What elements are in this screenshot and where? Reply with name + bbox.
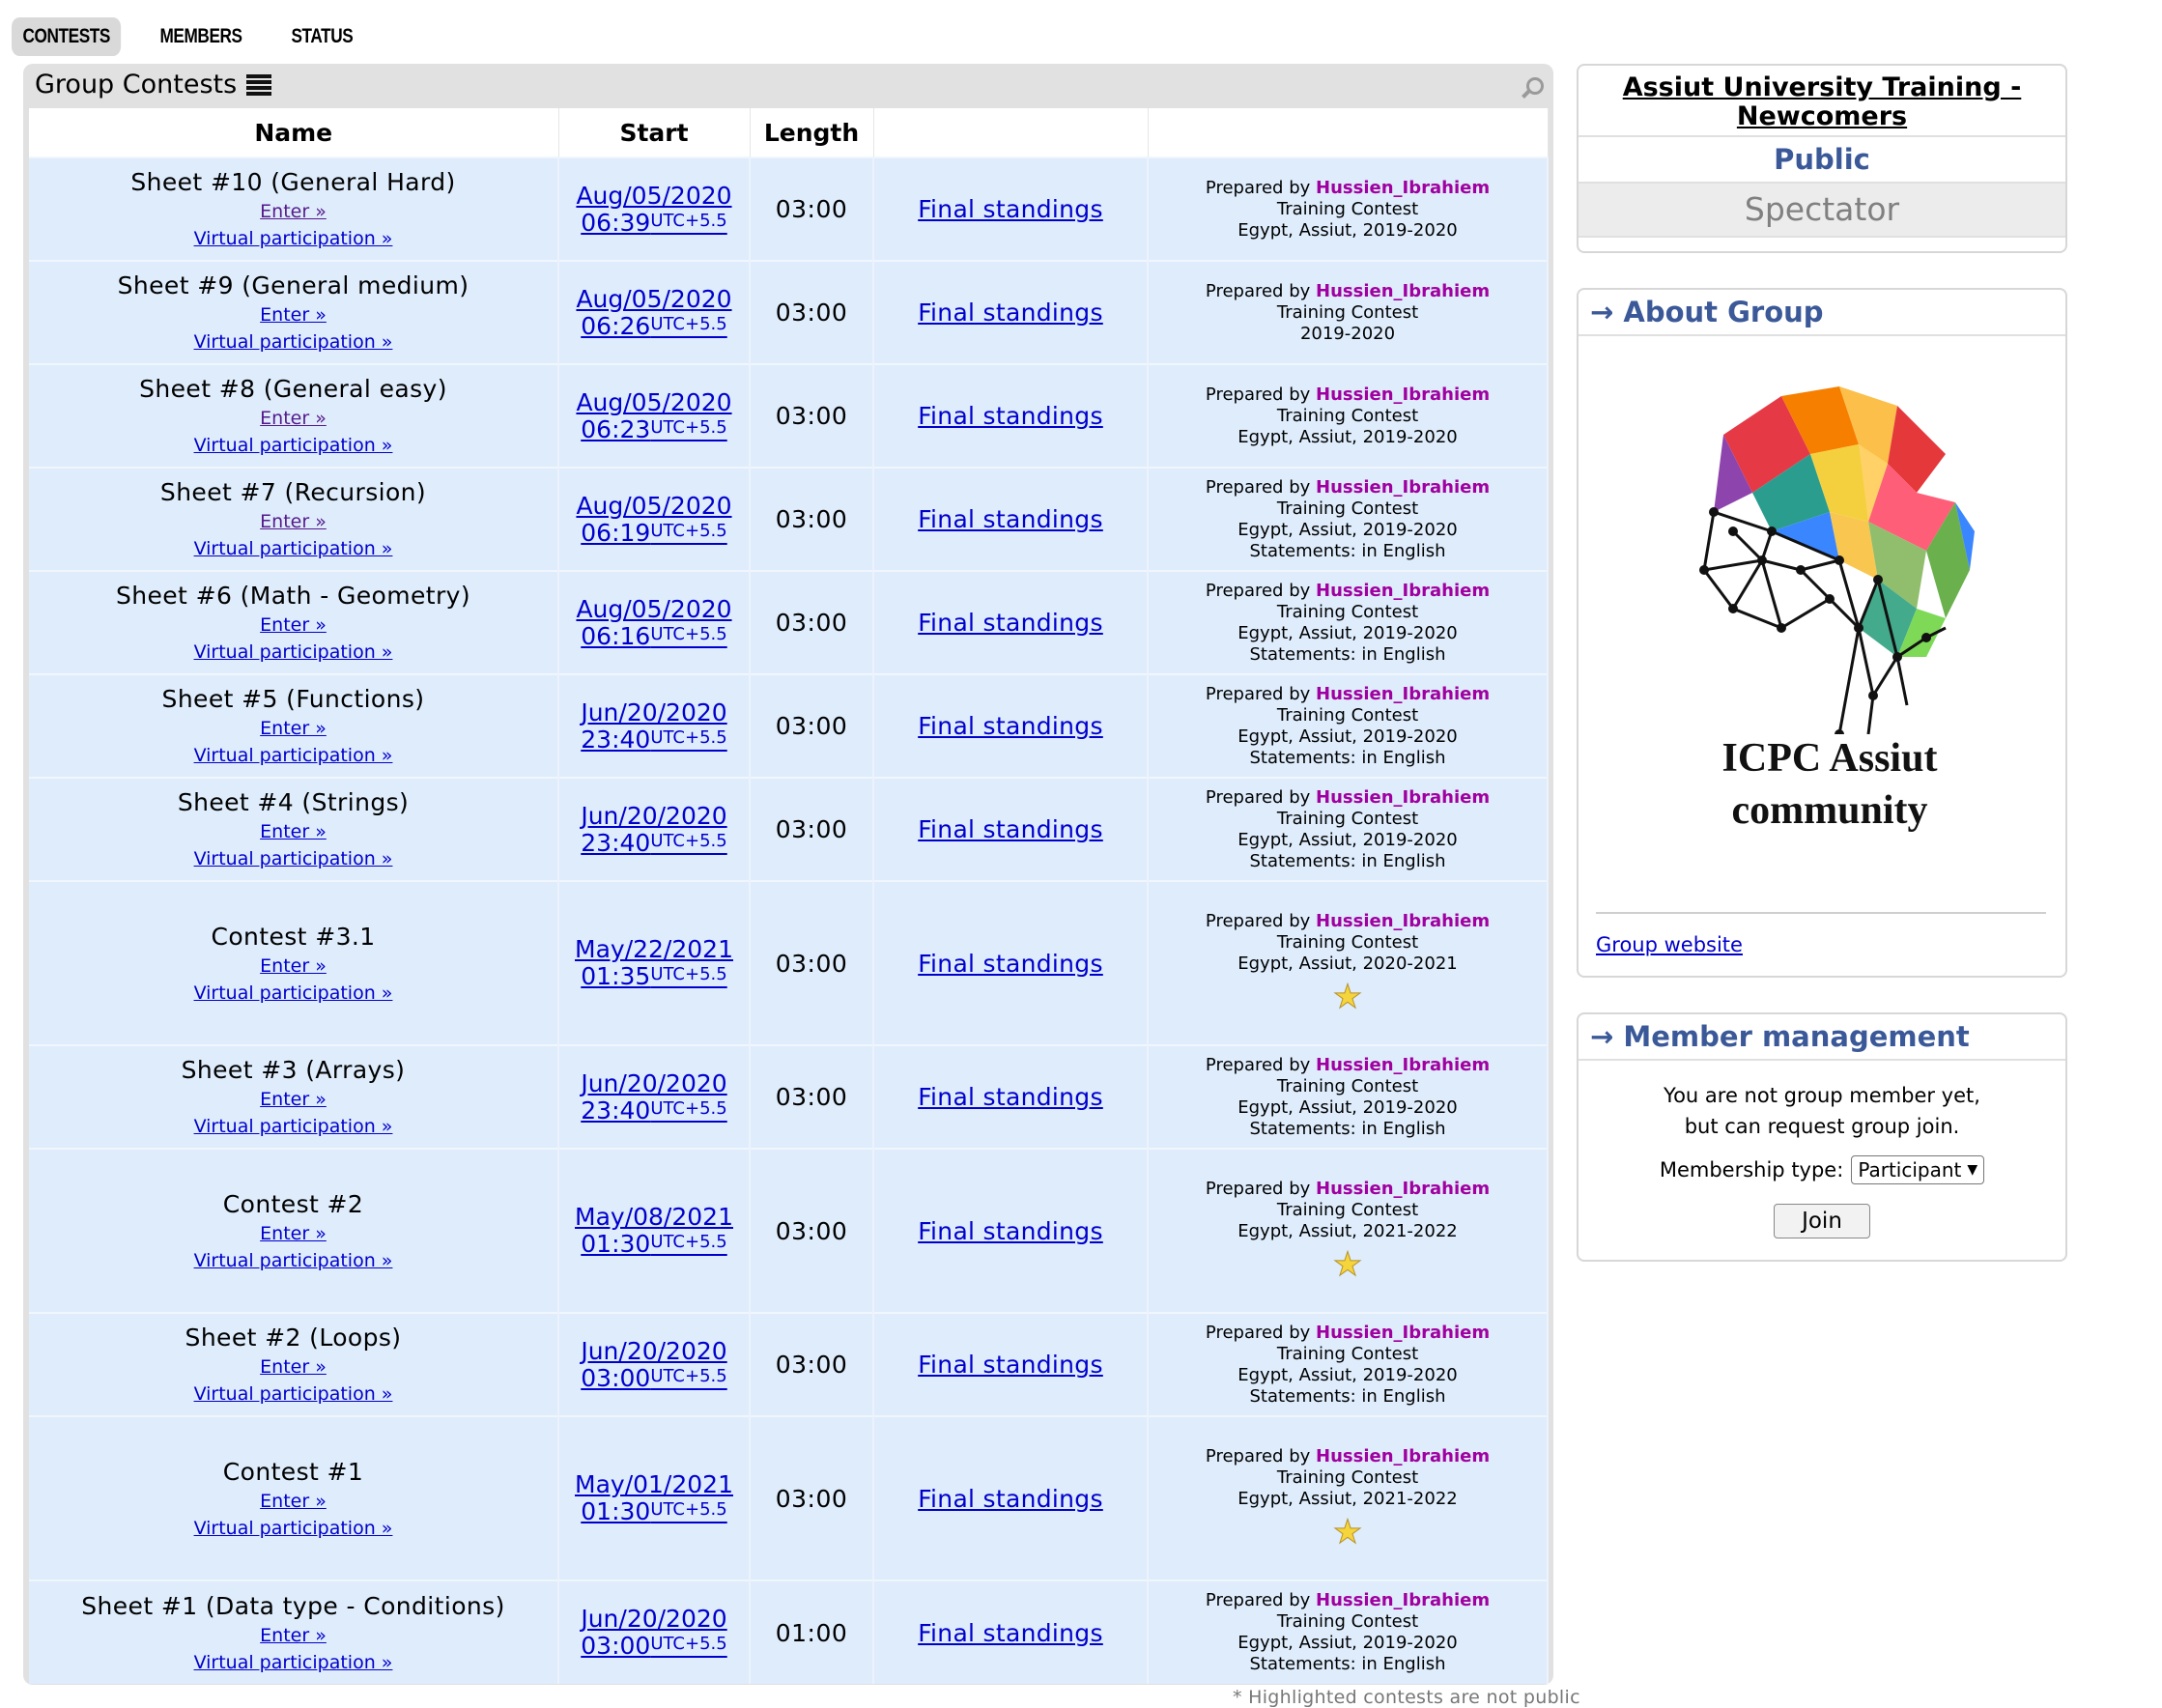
member-management-box xyxy=(1577,1012,2067,1262)
final-standings-link[interactable]: Final standings xyxy=(918,949,1103,978)
author-link[interactable]: Hussien_Ibrahiem xyxy=(1316,1590,1491,1610)
contest-length: 03:00 xyxy=(750,157,873,261)
timezone: UTC+5.5 xyxy=(650,964,727,984)
standings-cell xyxy=(873,1580,1148,1684)
start-date: Aug/05/2020 xyxy=(576,181,732,210)
final-standings-link[interactable]: Final standings xyxy=(918,299,1103,327)
star-icon: ★ xyxy=(1332,1245,1363,1284)
contest-start-cell xyxy=(558,261,750,364)
start-time: 06:23 xyxy=(581,414,651,443)
tab-status[interactable]: STATUS xyxy=(291,25,354,47)
timezone: UTC+5.5 xyxy=(650,1499,727,1520)
contest-start-link[interactable] xyxy=(581,698,726,754)
final-standings-link[interactable]: Final standings xyxy=(918,815,1103,843)
start-time: 23:40 xyxy=(581,1096,651,1124)
timezone: UTC+5.5 xyxy=(650,726,727,748)
final-standings-link[interactable]: Final standings xyxy=(918,1216,1103,1245)
contest-region: Egypt, Assiut, 2019-2020 xyxy=(1237,1633,1458,1653)
timezone: UTC+5.5 xyxy=(650,830,727,851)
panel-header xyxy=(35,70,271,100)
contest-statements: Statements: in English xyxy=(1249,747,1446,768)
contest-length: 03:00 xyxy=(750,674,873,778)
contest-start-cell xyxy=(558,1313,750,1416)
contest-start-link[interactable] xyxy=(576,492,731,547)
prepared-by-label: Prepared by xyxy=(1205,683,1311,704)
divider xyxy=(1596,912,2046,914)
virtual-participation-link[interactable]: Virtual participation » xyxy=(193,848,393,869)
final-standings-link[interactable]: Final standings xyxy=(918,505,1103,533)
virtual-participation-link[interactable]: Virtual participation » xyxy=(193,1383,393,1405)
start-time: 06:26 xyxy=(581,311,651,340)
enter-link[interactable]: Enter » xyxy=(260,1222,327,1244)
contest-region: Egypt, Assiut, 2021-2022 xyxy=(1237,1489,1458,1509)
join-button[interactable]: Join xyxy=(1774,1204,1870,1238)
author-link[interactable]: Hussien_Ibrahiem xyxy=(1316,476,1491,498)
table-row xyxy=(29,1149,1548,1313)
about-group-title: → About Group xyxy=(1579,290,2065,336)
standings-cell xyxy=(873,674,1148,778)
contest-type: Training Contest xyxy=(1276,1200,1419,1220)
start-date: Jun/20/2020 xyxy=(581,1068,727,1097)
table-row xyxy=(29,1045,1548,1149)
start-date: Jun/20/2020 xyxy=(581,697,727,726)
logo-line-2: community xyxy=(1731,788,1928,833)
final-standings-link[interactable]: Final standings xyxy=(918,1484,1103,1513)
contest-type: Training Contest xyxy=(1276,808,1419,829)
contest-name-cell xyxy=(29,674,558,778)
enter-link[interactable]: Enter » xyxy=(260,614,327,636)
final-standings-link[interactable]: Final standings xyxy=(918,402,1103,430)
virtual-participation-link[interactable]: Virtual participation » xyxy=(193,982,393,1004)
final-standings-link[interactable]: Final standings xyxy=(918,195,1103,223)
contest-length: 03:00 xyxy=(750,1313,873,1416)
contest-region: Egypt, Assiut, 2019-2020 xyxy=(1237,622,1458,643)
contest-start-cell xyxy=(558,1416,750,1580)
author-link[interactable]: Hussien_Ibrahiem xyxy=(1316,580,1491,601)
contest-type: Training Contest xyxy=(1276,198,1419,219)
group-logo xyxy=(1636,367,2023,833)
contest-start-cell xyxy=(558,1580,750,1684)
virtual-participation-link[interactable]: Virtual participation » xyxy=(193,1651,393,1673)
contest-info-cell xyxy=(1148,1149,1548,1313)
author-link[interactable]: Hussien_Ibrahiem xyxy=(1316,1054,1491,1075)
contest-name-cell xyxy=(29,364,558,468)
contest-start-link[interactable] xyxy=(575,935,733,990)
contest-name-cell xyxy=(29,261,558,364)
author-link[interactable]: Hussien_Ibrahiem xyxy=(1316,1446,1491,1466)
contest-name-cell xyxy=(29,1580,558,1684)
table-row xyxy=(29,881,1548,1045)
standings-cell xyxy=(873,468,1148,571)
enter-link[interactable]: Enter » xyxy=(260,1490,327,1512)
timezone: UTC+5.5 xyxy=(650,1365,727,1386)
start-time: 03:00 xyxy=(581,1632,651,1660)
contest-length: 03:00 xyxy=(750,571,873,674)
contest-name-cell xyxy=(29,1045,558,1149)
contest-info-cell xyxy=(1148,364,1548,468)
enter-link[interactable]: Enter » xyxy=(260,304,327,326)
contest-statements: Statements: in English xyxy=(1249,1385,1446,1407)
final-standings-link[interactable]: Final standings xyxy=(918,1618,1103,1647)
timezone: UTC+5.5 xyxy=(650,313,727,334)
membership-type-value: Participant xyxy=(1858,1158,1962,1181)
contest-info-cell xyxy=(1148,778,1548,881)
contest-type: Training Contest xyxy=(1276,1075,1419,1096)
column-header-length: Length xyxy=(750,108,873,157)
contest-name: Sheet #8 (General easy) xyxy=(139,375,447,403)
author-link[interactable]: Hussien_Ibrahiem xyxy=(1316,1322,1491,1343)
contest-info-cell xyxy=(1148,571,1548,674)
contest-type: Training Contest xyxy=(1276,1467,1419,1488)
contest-name-cell xyxy=(29,778,558,881)
contest-length: 03:00 xyxy=(750,778,873,881)
brain-logo-icon xyxy=(1636,367,2023,734)
start-date: May/08/2021 xyxy=(575,1203,733,1231)
enter-link[interactable]: Enter » xyxy=(260,511,327,532)
enter-link[interactable]: Enter » xyxy=(260,408,327,429)
prepared-by-label: Prepared by xyxy=(1205,1322,1311,1343)
standings-cell xyxy=(873,1416,1148,1580)
tab-contests[interactable]: CONTESTS xyxy=(12,17,121,56)
virtual-participation-link[interactable]: Virtual participation » xyxy=(193,745,393,766)
contest-region: Egypt, Assiut, 2019-2020 xyxy=(1237,219,1458,241)
contest-name-cell xyxy=(29,1416,558,1580)
author-link[interactable]: Hussien_Ibrahiem xyxy=(1316,911,1491,931)
contest-name: Sheet #5 (Functions) xyxy=(161,685,425,713)
contest-region: Egypt, Assiut, 2019-2020 xyxy=(1237,829,1458,850)
contest-type: Training Contest xyxy=(1276,601,1419,622)
contest-name: Sheet #2 (Loops) xyxy=(185,1324,402,1352)
contest-info-cell xyxy=(1148,157,1548,261)
table-row xyxy=(29,364,1548,468)
contest-name: Sheet #10 (General Hard) xyxy=(130,168,456,196)
final-standings-link[interactable]: Final standings xyxy=(918,712,1103,740)
contest-start-link[interactable] xyxy=(576,595,731,650)
contest-name: Sheet #1 (Data type - Conditions) xyxy=(81,1591,505,1620)
timezone: UTC+5.5 xyxy=(650,416,727,438)
contest-info-cell xyxy=(1148,1416,1548,1580)
enter-link[interactable]: Enter » xyxy=(260,201,327,222)
start-date: Aug/05/2020 xyxy=(576,387,732,416)
contest-region: Egypt, Assiut, 2021-2022 xyxy=(1237,1221,1458,1241)
contest-length: 03:00 xyxy=(750,468,873,571)
table-row xyxy=(29,1580,1548,1684)
table-row xyxy=(29,571,1548,674)
contest-type: Training Contest xyxy=(1276,405,1419,426)
virtual-participation-link[interactable]: Virtual participation » xyxy=(193,538,393,559)
contest-type: Training Contest xyxy=(1276,1611,1419,1632)
contest-region: Egypt, Assiut, 2019-2020 xyxy=(1237,426,1458,447)
panel-title: Group Contests xyxy=(35,70,238,100)
contest-name: Sheet #9 (General medium) xyxy=(117,271,469,299)
start-time: 23:40 xyxy=(581,828,651,857)
prepared-by-label: Prepared by xyxy=(1205,384,1311,405)
contest-region: Egypt, Assiut, 2019-2020 xyxy=(1237,1364,1458,1385)
contest-statements: Statements: in English xyxy=(1249,643,1446,665)
timezone: UTC+5.5 xyxy=(650,623,727,644)
contest-info-cell xyxy=(1148,1313,1548,1416)
table-row xyxy=(29,778,1548,881)
membership-message-line-2: but can request group join. xyxy=(1684,1115,1960,1138)
contest-name-cell xyxy=(29,468,558,571)
table-header-row xyxy=(29,108,1548,157)
contest-name: Sheet #4 (Strings) xyxy=(177,788,410,816)
contest-info-cell xyxy=(1148,1045,1548,1149)
star-icon: ★ xyxy=(1332,978,1363,1016)
contest-type: Training Contest xyxy=(1276,704,1419,726)
timezone: UTC+5.5 xyxy=(650,1634,727,1654)
author-link[interactable]: Hussien_Ibrahiem xyxy=(1316,280,1491,301)
contest-type: Training Contest xyxy=(1276,1343,1419,1364)
author-link[interactable]: Hussien_Ibrahiem xyxy=(1316,1179,1491,1199)
membership-message xyxy=(1579,1080,2065,1142)
contest-info-cell xyxy=(1148,261,1548,364)
contest-name: Contest #3.1 xyxy=(211,922,376,951)
contest-region: Egypt, Assiut, 2019-2020 xyxy=(1237,726,1458,747)
standings-cell xyxy=(873,157,1148,261)
contest-start-cell xyxy=(558,778,750,881)
contest-length: 03:00 xyxy=(750,881,873,1045)
contest-name: Contest #1 xyxy=(222,1457,364,1486)
contest-start-link[interactable] xyxy=(581,1605,726,1660)
contest-info-cell xyxy=(1148,1580,1548,1684)
enter-link[interactable]: Enter » xyxy=(260,1089,327,1110)
start-time: 06:16 xyxy=(581,621,651,650)
prepared-by-label: Prepared by xyxy=(1205,280,1311,301)
standings-cell xyxy=(873,571,1148,674)
start-date: Jun/20/2020 xyxy=(581,1336,727,1365)
membership-message-line-1: You are not group member yet, xyxy=(1664,1084,1980,1107)
start-date: Jun/20/2020 xyxy=(581,801,727,830)
table-row xyxy=(29,1416,1548,1580)
group-name xyxy=(1579,66,2065,137)
start-time: 01:30 xyxy=(581,1230,651,1258)
virtual-participation-link[interactable]: Virtual participation » xyxy=(193,641,393,663)
standings-cell xyxy=(873,364,1148,468)
final-standings-link[interactable]: Final standings xyxy=(918,609,1103,637)
standings-cell xyxy=(873,1045,1148,1149)
list-icon[interactable] xyxy=(246,74,271,96)
contest-start-cell xyxy=(558,364,750,468)
contest-region: Egypt, Assiut, 2020-2021 xyxy=(1237,954,1458,974)
footnote: * Highlighted contests are not public xyxy=(1233,1687,1580,1708)
table-row xyxy=(29,468,1548,571)
virtual-participation-link[interactable]: Virtual participation » xyxy=(193,228,393,249)
group-name-link[interactable]: Assiut University Training - Newcomers xyxy=(1622,72,2022,131)
contest-length: 03:00 xyxy=(750,1416,873,1580)
contest-start-link[interactable] xyxy=(581,1337,726,1392)
logo-line-1: ICPC Assiut xyxy=(1721,736,1938,781)
final-standings-link[interactable]: Final standings xyxy=(918,1083,1103,1111)
contest-name: Contest #2 xyxy=(222,1189,364,1218)
contest-type: Training Contest xyxy=(1276,932,1419,953)
virtual-participation-link[interactable]: Virtual participation » xyxy=(193,1249,393,1271)
prepared-by-label: Prepared by xyxy=(1205,1446,1311,1466)
standings-cell xyxy=(873,261,1148,364)
standings-cell xyxy=(873,1149,1148,1313)
contest-info-cell xyxy=(1148,468,1548,571)
contest-start-cell xyxy=(558,157,750,261)
contest-length: 03:00 xyxy=(750,1149,873,1313)
contest-name-cell xyxy=(29,571,558,674)
chevron-down-icon: ▼ xyxy=(1967,1162,1978,1178)
contest-start-cell xyxy=(558,1149,750,1313)
contest-start-cell xyxy=(558,571,750,674)
contest-start-link[interactable] xyxy=(576,285,731,340)
author-link[interactable]: Hussien_Ibrahiem xyxy=(1316,786,1491,808)
table-row xyxy=(29,261,1548,364)
start-time: 01:35 xyxy=(581,962,651,990)
contest-type: Training Contest xyxy=(1276,301,1419,323)
virtual-participation-link[interactable]: Virtual participation » xyxy=(193,331,393,353)
contest-start-cell xyxy=(558,1045,750,1149)
author-link[interactable]: Hussien_Ibrahiem xyxy=(1316,177,1491,198)
contest-start-cell xyxy=(558,468,750,571)
contest-name-cell xyxy=(29,881,558,1045)
contest-rows xyxy=(29,157,1548,1684)
contest-region: Egypt, Assiut, 2019-2020 xyxy=(1237,1096,1458,1118)
prepared-by-label: Prepared by xyxy=(1205,1054,1311,1075)
contest-statements: Statements: in English xyxy=(1249,540,1446,561)
contest-name: Sheet #3 (Arrays) xyxy=(181,1056,406,1084)
contest-start-link[interactable] xyxy=(575,1203,733,1258)
prepared-by-label: Prepared by xyxy=(1205,177,1311,198)
start-time: 03:00 xyxy=(581,1363,651,1392)
table-row xyxy=(29,674,1548,778)
virtual-participation-link[interactable]: Virtual participation » xyxy=(193,1517,393,1539)
membership-type-row xyxy=(1579,1155,2065,1184)
about-group-box xyxy=(1577,288,2067,978)
prepared-by-label: Prepared by xyxy=(1205,911,1311,931)
search-icon[interactable] xyxy=(1521,77,1542,99)
prepared-by-label: Prepared by xyxy=(1205,476,1311,498)
enter-link[interactable]: Enter » xyxy=(260,821,327,842)
contest-info-cell xyxy=(1148,674,1548,778)
contest-start-cell xyxy=(558,881,750,1045)
virtual-participation-link[interactable]: Virtual participation » xyxy=(193,435,393,456)
contest-name-cell xyxy=(29,1313,558,1416)
logo-caption xyxy=(1636,732,2023,837)
contest-length: 03:00 xyxy=(750,364,873,468)
final-standings-link[interactable]: Final standings xyxy=(918,1351,1103,1379)
table-row xyxy=(29,157,1548,261)
group-role: Spectator xyxy=(1579,184,2065,238)
start-time: 06:39 xyxy=(581,208,651,237)
prepared-by-label: Prepared by xyxy=(1205,580,1311,601)
contest-start-cell xyxy=(558,674,750,778)
group-website-link[interactable]: Group website xyxy=(1596,933,1743,956)
author-link[interactable]: Hussien_Ibrahiem xyxy=(1316,384,1491,405)
enter-link[interactable]: Enter » xyxy=(260,718,327,739)
group-contests-panel xyxy=(23,64,1553,1685)
group-visibility: Public xyxy=(1579,137,2065,184)
standings-cell xyxy=(873,778,1148,881)
start-date: May/22/2021 xyxy=(575,935,733,963)
star-icon: ★ xyxy=(1332,1513,1363,1551)
timezone: UTC+5.5 xyxy=(650,210,727,231)
contests-table xyxy=(29,108,1549,1684)
standings-cell xyxy=(873,1313,1148,1416)
contest-start-link[interactable] xyxy=(576,388,731,443)
contest-name-cell xyxy=(29,157,558,261)
column-header-standings xyxy=(873,108,1148,157)
contest-start-link[interactable] xyxy=(581,802,726,857)
start-time: 23:40 xyxy=(581,725,651,754)
start-date: Jun/20/2020 xyxy=(581,1605,727,1633)
contest-length: 01:00 xyxy=(750,1580,873,1684)
column-header-name: Name xyxy=(29,108,558,157)
timezone: UTC+5.5 xyxy=(650,520,727,541)
contest-length: 03:00 xyxy=(750,261,873,364)
membership-type-select[interactable] xyxy=(1851,1155,1984,1184)
prepared-by-label: Prepared by xyxy=(1205,786,1311,808)
virtual-participation-link[interactable]: Virtual participation » xyxy=(193,1116,393,1137)
contest-statements: Statements: in English xyxy=(1249,850,1446,871)
member-management-title: → Member management xyxy=(1579,1014,2065,1061)
tab-members[interactable]: MEMBERS xyxy=(159,25,242,47)
enter-link[interactable]: Enter » xyxy=(260,1356,327,1378)
contest-region: Egypt, Assiut, 2019-2020 xyxy=(1237,519,1458,540)
standings-cell xyxy=(873,881,1148,1045)
contest-start-link[interactable] xyxy=(576,182,731,237)
column-header-start: Start xyxy=(558,108,750,157)
contest-info-cell xyxy=(1148,881,1548,1045)
table-row xyxy=(29,1313,1548,1416)
contest-name: Sheet #7 (Recursion) xyxy=(159,478,427,506)
start-time: 01:30 xyxy=(581,1497,651,1525)
timezone: UTC+5.5 xyxy=(650,1097,727,1119)
contest-name: Sheet #6 (Math - Geometry) xyxy=(115,582,471,610)
group-info-box xyxy=(1577,64,2067,253)
contest-region: 2019-2020 xyxy=(1299,323,1396,344)
author-link[interactable]: Hussien_Ibrahiem xyxy=(1316,683,1491,704)
contest-start-link[interactable] xyxy=(581,1069,726,1124)
start-date: May/01/2021 xyxy=(575,1470,733,1498)
contest-statements: Statements: in English xyxy=(1249,1654,1446,1674)
start-time: 06:19 xyxy=(581,518,651,547)
membership-type-label: Membership type: xyxy=(1659,1158,1844,1181)
start-date: Aug/05/2020 xyxy=(576,491,732,520)
column-header-info xyxy=(1148,108,1548,157)
start-date: Aug/05/2020 xyxy=(576,284,732,313)
contest-name-cell xyxy=(29,1149,558,1313)
contest-statements: Statements: in English xyxy=(1249,1118,1446,1139)
prepared-by-label: Prepared by xyxy=(1205,1179,1311,1199)
contest-start-link[interactable] xyxy=(575,1470,733,1525)
enter-link[interactable]: Enter » xyxy=(260,954,327,977)
contest-type: Training Contest xyxy=(1276,498,1419,519)
contest-length: 03:00 xyxy=(750,1045,873,1149)
start-date: Aug/05/2020 xyxy=(576,594,732,623)
prepared-by-label: Prepared by xyxy=(1205,1590,1311,1610)
enter-link[interactable]: Enter » xyxy=(260,1624,327,1646)
timezone: UTC+5.5 xyxy=(650,1232,727,1252)
top-tabs xyxy=(12,17,386,56)
